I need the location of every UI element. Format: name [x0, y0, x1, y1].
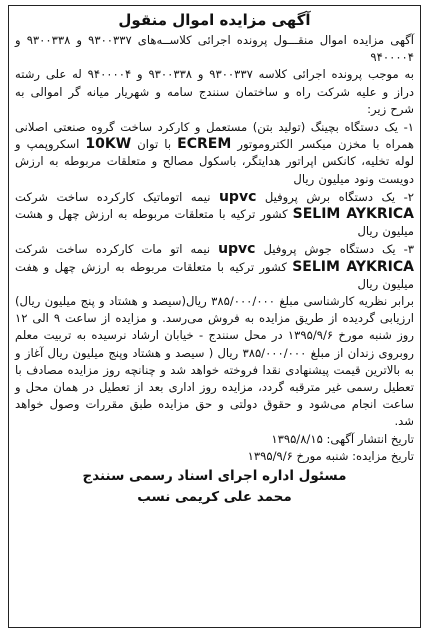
notice-basis: به موجب پرونده اجرائی کلاسه ۹۳۰۰۳۳۷ و ۹۳۰۰۳۳۸ و ۹۴۰۰۰۰۴ له علی رشته دراز و علیه شرکت راه و ساختمان سنندج سامه و شهریار میانه گر اموالی به شرح زیر: — [15, 67, 414, 116]
auction-date: تاریخ مزایده: شنبه مورخ ۱۳۹۵/۹/۶ — [247, 449, 414, 464]
notice-title: آگهی مزایده اموال منقول — [118, 11, 311, 29]
item-1 — [15, 119, 414, 188]
item-2-text-a: ۲- یک دستگاه برش پروفیل — [264, 189, 415, 204]
item-2-brand: upvc — [218, 188, 257, 205]
item-3-text-c: کشور ترکیه با متعلقات مربوطه به ارزش چهل و هفت میلیون ریال — [15, 259, 414, 291]
notice-body: برابر نظریه کارشناسی مبلغ ۳۸۵/۰۰۰/۰۰۰ ریال(سیصد و هشتاد و پنج میلیون ریال) ارزیابی گردیده از طریق مزایده به فروش می‌رسد. و مزایده از ساعت ۹ الی ۱۲ روز شنبه مورخ ۱۳۹۵/۹/۶ در محل سنندج - خیابان ارشاد نرسیده به تربیت معلم روبروی زندان از مبلغ ۳۸۵/۰۰۰/۰۰۰ ریال ( سیصد و هشتاد وپنج میلیون ریال آغاز و به بالاترین قیمت پیشنهادی نقدا فروخته خواهد شد و چنانچه روز مزایده مصادف با تعطیل رسمی غیر مترقبه گردد، مزایده روز اداری بعد از تعطیل در همان محل و ساعت انجام می‌شود و حقوق دولتی و حق مزایده طبق مقررات وصول خواهد شد. — [15, 294, 414, 429]
item-3-company: SELIM AYKRICA — [292, 258, 414, 275]
publish-date: تاریخ انتشار آگهی: ۱۳۹۵/۸/۱۵ — [271, 431, 414, 446]
item-3-text-a: ۳- یک دستگاه جوش پروفیل — [263, 242, 414, 257]
item-1-brand: ECREM — [177, 136, 232, 153]
item-2-text-c: کشور ترکیه با متعلقات مربوطه به ارزش چهل و هشت میلیون ریال — [15, 207, 414, 239]
item-2-company: SELIM AYKRICA — [292, 206, 415, 223]
signature-name: محمد علی کریمی نسب — [137, 488, 292, 505]
item-1-text-a: ۱- یک دستگاه بچینگ (تولید بتن) مستعمل و کارکرد ساخت گروه صنعتی اصلانی همراه با مخزن میکسر الکتروموتور — [15, 120, 415, 152]
item-3 — [15, 241, 414, 293]
item-1-power: 10KW — [85, 136, 132, 153]
item-3-brand: upvc — [218, 241, 256, 258]
item-1-text-b: با توان — [137, 137, 172, 152]
item-3-text-b: نیمه اتو مات کارکرده ساخت شرکت — [15, 242, 211, 257]
item-2-text-b: نیمه اتوماتیک کارکرده ساخت شرکت — [15, 189, 211, 204]
item-1-text-c: اسکروپمپ و لوله تخلیه، کانکس اپراتور هدایتگر، باسکول مصالح و متعلقات مربوطه به ارزش دویست ونود میلیون ریال — [15, 137, 414, 186]
auction-notice — [8, 5, 421, 628]
item-2 — [15, 189, 414, 241]
notice-intro: آگهی مزایده اموال منقـــول پرونده اجرائی کلاســه‌های ۹۳۰۰۳۳۷ و ۹۳۰۰۳۳۸ و ۹۴۰۰۰۰۴ — [15, 33, 414, 65]
signature-office: مسئول اداره اجرای اسناد رسمی سنندج — [82, 467, 347, 484]
